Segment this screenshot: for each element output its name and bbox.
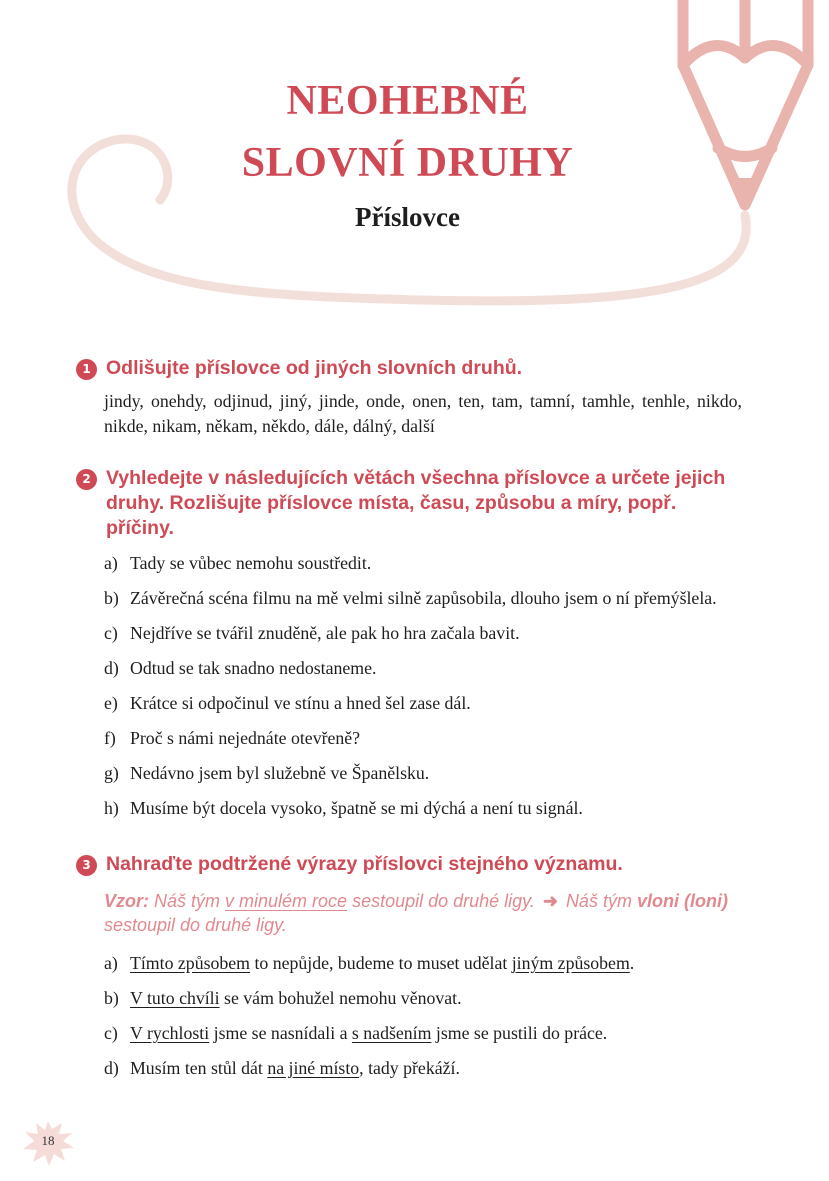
example-underlined: v minulém roce [225,891,348,911]
list-item [104,691,742,716]
list-item [104,986,742,1011]
task-number-badge: 3 [76,855,97,876]
underlined-phrase: V rychlosti [130,1023,210,1043]
underlined-phrase: s nadšením [351,1023,432,1043]
underlined-phrase: jiným způsobem [511,953,630,973]
arrow-right-icon: ➜ [542,891,558,911]
task-2 [76,466,742,831]
example-label: Vzor: [104,891,149,911]
item-text: Proč s námi nejednáte otevřeně? [130,728,361,748]
item-text: Krátce si odpočinul ve stínu a hned šel zase dál. [130,693,471,713]
item-text: se vám bohužel nemohu věnovat. [219,988,462,1008]
item-text: to nepůjde, budeme to muset udělat [250,953,512,973]
list-item [104,761,742,786]
list-item [104,551,742,576]
item-letter: e) [104,693,118,713]
example-answer: vloni (loni) [636,891,728,911]
item-text: Musím ten stůl dát [130,1058,268,1078]
item-text: Odtud se tak snadno nedostaneme. [130,658,377,678]
underlined-phrase: na jiné místo [267,1058,360,1078]
item-letter: f) [104,728,116,748]
list-item [104,951,742,976]
list-item [104,1056,742,1081]
page-number [18,1115,78,1170]
example-text: Náš tým [149,891,226,911]
item-text: Tady se vůbec nemohu soustředit. [130,553,372,573]
word-list: jindy, onehdy, odjinud, jiný, jinde, onde, onen, ten, tam, tamní, tamhle, tenhle, nikdo, nikde, nikam, někam, někdo, dále, dálný, další [104,391,742,436]
example-sentence [104,889,742,937]
underlined-phrase: Tímto způsobem [130,953,251,973]
item-text: jsme se nasnídali a [209,1023,352,1043]
task-heading: Odlišujte příslovce od jiných slovních druhů. [106,357,523,379]
item-letter: b) [104,988,119,1008]
page-title-line2: SLOVNÍ DRUHY [241,140,574,186]
page-subtitle: Příslovce [355,202,460,232]
underlined-phrase: V tuto chvíli [130,988,220,1008]
item-text: . [629,953,635,973]
page-title-line1: NEOHEBNÉ [286,78,529,124]
task-1 [76,356,742,439]
sentence-list [104,951,742,1081]
example-text: sestoupil do druhé ligy. [104,915,287,935]
item-letter: d) [104,658,119,678]
item-text: Musíme být docela vysoko, špatně se mi dýchá a není tu signál. [130,798,583,818]
list-item [104,586,742,611]
list-item [104,621,742,646]
sentence-list [104,551,742,821]
item-text: Nejdříve se tvářil znuděně, ale pak ho hra začala bavit. [130,623,520,643]
item-letter: a) [104,953,118,973]
item-text: Závěrečná scéna filmu na mě velmi silně zapůsobila, dlouho jsem o ní přemýšlela. [130,588,717,608]
item-letter: c) [104,623,118,643]
item-text: Nedávno jsem byl služebně ve Španělsku. [130,763,430,783]
item-letter: a) [104,553,118,573]
task-heading: Vyhledejte v následujících větách všechna příslovce a určete jejich druhy. Rozlišujte příslovce místa, času, způsobu a míry, popř. příčiny. [106,467,726,539]
example-text: Náš tým [565,891,637,911]
list-item [104,796,742,821]
item-letter: b) [104,588,119,608]
example-text: sestoupil do druhé ligy. [347,891,535,911]
page-number-text: 18 [41,1133,55,1148]
item-letter: d) [104,1058,119,1078]
item-letter: h) [104,798,119,818]
task-3 [76,852,742,1091]
list-item [104,656,742,681]
list-item [104,726,742,751]
list-item [104,1021,742,1046]
item-letter: c) [104,1023,118,1043]
item-text: jsme se pustili do práce. [431,1023,608,1043]
item-letter: g) [104,763,119,783]
task-number-badge: 2 [76,469,97,490]
task-heading: Nahraďte podtržené výrazy příslovci stejného významu. [106,853,623,875]
item-text: , tady překáží. [359,1058,460,1078]
task-number-badge: 1 [76,359,97,380]
